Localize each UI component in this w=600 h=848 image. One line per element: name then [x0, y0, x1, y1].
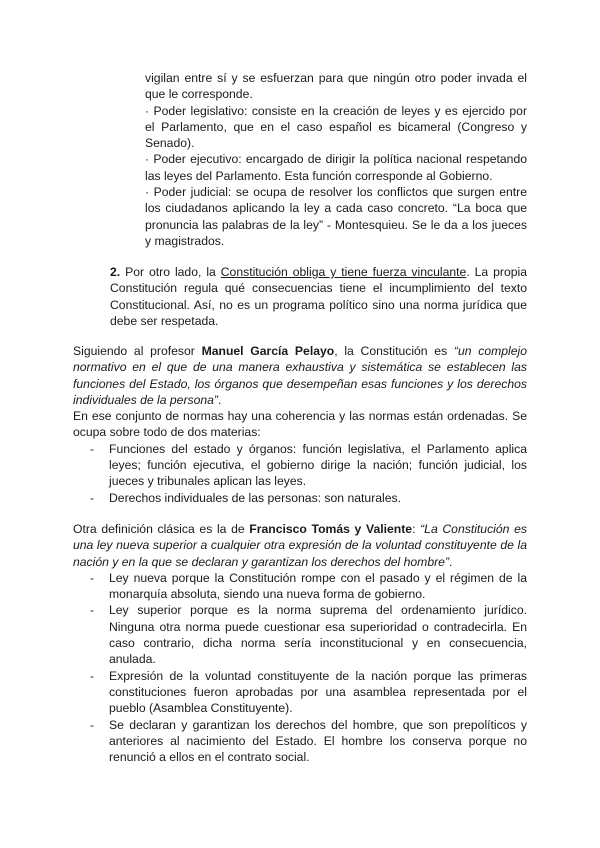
author-name: Manuel García Pelayo	[201, 344, 335, 358]
list-item-text: Funciones del estado y órganos: función legislativa, el Parlamento aplica leyes; función ejecutiva, el gobierno dirige la nación; función judicial, los jueces y tribunales aplican las leyes.	[109, 441, 527, 489]
dash-marker: -	[90, 570, 95, 585]
powers-intro: vigilan entre sí y se esfuerzan para que ningún otro poder invada el que le corresponde.	[145, 71, 527, 102]
definition-quote: “La Constitución es una ley nueva superior a cualquier otra expresión de la voluntad constituyente de la nación y en la que se declaran y garantizan los derechos del hombre”	[73, 522, 527, 569]
legislative-power-item: · Poder legislativo: consiste en la creación de leyes y es ejercido por el Parlamento, que en el caso español es bicameral (Congreso y Senado).	[145, 103, 527, 151]
dash-marker: -	[90, 603, 95, 618]
dash-marker: -	[90, 668, 95, 683]
definition-mid: :	[412, 522, 421, 536]
list-item	[73, 441, 527, 490]
definition-end: .	[218, 392, 222, 407]
dash-marker: -	[90, 490, 95, 505]
dash-marker: -	[90, 717, 95, 732]
definition-lead: Siguiendo al profesor	[73, 344, 202, 358]
list-item-text: Ley superior porque es la norma suprema del ordenamiento jurídico. Ninguna otra norma puede cuestionar esa superioridad o contradecirla. En caso contrario, dicha norma sería inconstitucional y en consecuencia, anulada.	[109, 603, 527, 667]
list-item	[73, 717, 527, 766]
list-item	[73, 602, 527, 667]
definition-end: .	[449, 554, 453, 569]
executive-power-item: · Poder ejecutivo: encargado de dirigir la política nacional respetando las leyes del Parlamento. Esta función corresponde al Gobierno.	[145, 152, 527, 183]
definition-mid: , la Constitución es	[334, 344, 454, 358]
definition-points-list	[73, 570, 527, 766]
list-item-text: Ley nueva porque la Constitución rompe con el pasado y el régimen de la monarquía absoluta, siendo una nueva forma de gobierno.	[109, 570, 527, 602]
binding-constitution-paragraph	[110, 264, 527, 329]
powers-paragraph	[145, 70, 527, 249]
tomas-valiente-definition	[73, 521, 527, 570]
garcia-pelayo-section	[73, 343, 527, 506]
list-item-text: Expresión de la voluntad constituyente de la nación porque las primeras constituciones fueron aprobadas por una asamblea representada por el pueblo (Asamblea Constituyente).	[109, 668, 527, 716]
list-item	[73, 668, 527, 717]
author-name: Francisco Tomás y Valiente	[249, 522, 413, 536]
materias-list	[73, 441, 527, 506]
binding-underlined: Constitución obliga y tiene fuerza vinculante	[220, 265, 467, 279]
materias-intro: En ese conjunto de normas hay una coherencia y las normas están ordenadas. Se ocupa sobre todo de dos materias:	[73, 409, 527, 440]
list-item	[73, 570, 527, 603]
dash-marker: -	[90, 441, 95, 456]
binding-lead: Por otro lado, la	[120, 265, 221, 279]
definition-lead: Otra definición clásica es la de	[73, 522, 250, 536]
list-item-text: Se declaran y garantizan los derechos del hombre, que son prepolíticos y anteriores al nacimiento del Estado. El hombre los conserva porque no renunció a ellos en el contrato social.	[109, 717, 527, 765]
definition-quote: “un complejo normativo en el que de una manera exhaustiva y sistemática se establecen las funciones del Estado, los órganos que desempeñan esas funciones y los derechos individuales de la persona”	[73, 344, 527, 407]
list-item-text: Derechos individuales de las personas: son naturales.	[109, 490, 401, 505]
tomas-valiente-section	[73, 521, 527, 765]
judicial-power-item: · Poder judicial: se ocupa de resolver los conflictos que surgen entre los ciudadanos aplicando la ley a cada caso concreto. “La boca que pronuncia las palabras de la ley” - Montesquieu. Se le da a los jueces y magistrados.	[145, 185, 527, 248]
binding-rest: . La propia Constitución regula qué consecuencias tiene el incumplimiento del texto Constitucional. Así, no es un programa político sino una norma jurídica que debe ser respetada.	[110, 265, 528, 328]
list-item	[73, 490, 527, 506]
item-number: 2.	[110, 265, 121, 279]
garcia-pelayo-definition	[73, 343, 527, 408]
